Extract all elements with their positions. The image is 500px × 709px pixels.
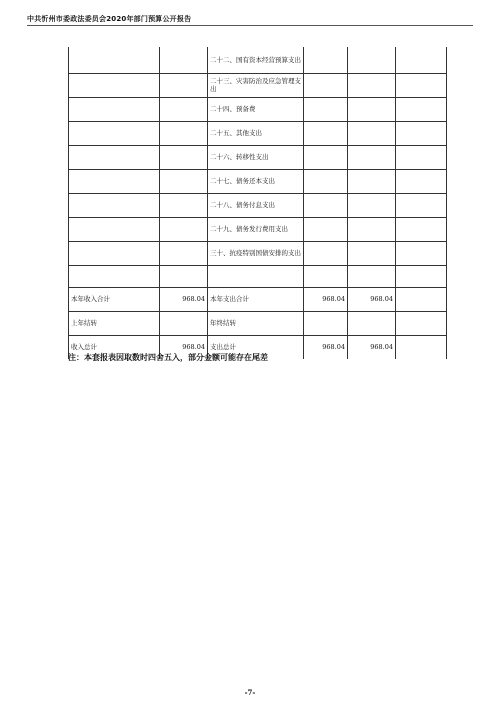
header-rule	[27, 25, 473, 26]
budget-table	[68, 47, 447, 359]
expense-value: 968.04	[348, 287, 396, 311]
table-row	[69, 169, 447, 193]
expense-item-label: 三十、抗疫特别国债安排的支出	[208, 241, 304, 265]
rounding-note: 注：本套报表因取数时四舍五入，部分金额可能存在尾差	[68, 352, 268, 362]
expense-label: 年终结转	[208, 311, 304, 335]
expense-value	[304, 311, 348, 335]
expense-value: 968.04	[304, 287, 348, 311]
income-label: 收入总计	[69, 335, 160, 359]
expense-item-label: 二十三、灾害防治及应急管理支出	[208, 73, 304, 97]
expense-item-label: 二十二、国有资本经营预算支出	[208, 47, 304, 73]
table-row	[69, 97, 447, 121]
expense-item-label: 二十八、债务付息支出	[208, 193, 304, 217]
table-row	[69, 193, 447, 217]
page-number: -7-	[244, 688, 256, 697]
expense-label: 本年支出合计	[208, 287, 304, 311]
expense-value: 968.04	[348, 335, 396, 359]
table-row	[69, 47, 447, 73]
table-row	[69, 217, 447, 241]
expense-item-label: 二十九、债务发行费用支出	[208, 217, 304, 241]
expense-value	[348, 311, 396, 335]
table-row	[69, 73, 447, 97]
expense-item-label: 二十七、债务还本支出	[208, 169, 304, 193]
table-row	[69, 121, 447, 145]
income-value	[160, 311, 208, 335]
expense-item-label: 二十五、其他支出	[208, 121, 304, 145]
income-value: 968.04	[160, 287, 208, 311]
income-label: 上年结转	[69, 311, 160, 335]
table-row	[69, 145, 447, 169]
expense-item-label: 二十四、预备费	[208, 97, 304, 121]
table-row	[69, 241, 447, 265]
expense-item-label: 二十六、转移性支出	[208, 145, 304, 169]
report-header-title: 中共忻州市委政法委员会2020年部门预算公开报告	[27, 15, 192, 23]
income-value: 968.04	[160, 335, 208, 359]
income-label: 本年收入合计	[69, 287, 160, 311]
summary-row-annual-total	[69, 287, 447, 311]
expense-value: 968.04	[304, 335, 348, 359]
expense-label: 支出总计	[208, 335, 304, 359]
summary-row-carryover	[69, 311, 447, 335]
table-row-empty	[69, 265, 447, 287]
